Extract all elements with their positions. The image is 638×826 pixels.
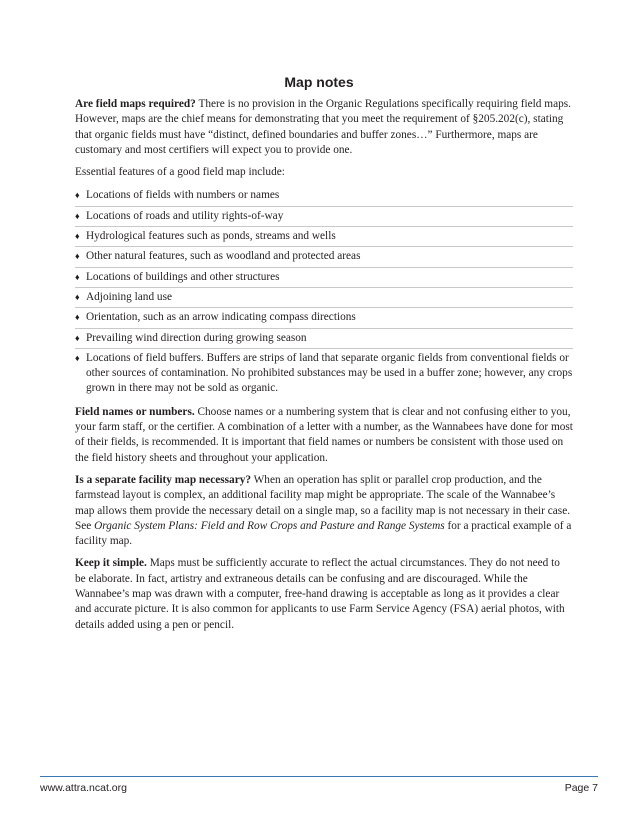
- list-item-text: Locations of fields with numbers or names: [86, 189, 280, 202]
- paragraph-lead: Are field maps required?: [75, 98, 196, 110]
- diamond-bullet-icon: ♦: [75, 271, 80, 282]
- footer-url-link[interactable]: www.attra.ncat.org: [40, 782, 127, 794]
- paragraph-field-names: [75, 405, 573, 466]
- list-item: [75, 329, 573, 349]
- diamond-bullet-icon: ♦: [75, 231, 80, 242]
- essential-features-intro: Essential features of a good field map include:: [75, 166, 285, 179]
- paragraph-text: for a practical example of a facility map.: [75, 519, 572, 548]
- paragraph-text: There is no provision in the Organic Regulations specifically requiring field maps. However, maps are the chief means for demonstrating that you meet the requirement of §205.202(c), stating that organic fields must have “distinct, defined boundaries and buffer zones…” Furthermore, maps are customary and most certifiers will expect you to provide one.: [75, 98, 571, 156]
- list-item: [75, 268, 573, 288]
- paragraph-text: Maps must be sufficiently accurate to reflect the actual circumstances. They do not need to be elaborate. In fact, artistry and extraneous details can be confusing and are discouraged. While the Wannabee’s map was drawn with a computer, free-hand drawing is acceptable as long as it provides a clear and accurate picture. It is also common for applicants to use Farm Service Agency (FSA) aerial photos, with details added using a pen or pencil.: [75, 557, 565, 631]
- list-item: [75, 247, 573, 267]
- diamond-bullet-icon: ♦: [75, 332, 80, 343]
- paragraph-keep-simple: [75, 556, 573, 632]
- list-item: [75, 349, 573, 399]
- list-item: [75, 288, 573, 308]
- list-item: [75, 207, 573, 227]
- document-body: [75, 97, 573, 640]
- diamond-bullet-icon: ♦: [75, 312, 80, 323]
- diamond-bullet-icon: ♦: [75, 352, 80, 363]
- diamond-bullet-icon: ♦: [75, 210, 80, 221]
- essential-features-list: [75, 186, 573, 398]
- paragraph-facility-map: [75, 473, 573, 549]
- paragraph-lead: Keep it simple.: [75, 557, 147, 570]
- paragraph-field-maps-required: [75, 97, 573, 158]
- paragraph-lead: Is a separate facility map necessary?: [75, 473, 252, 486]
- paragraph-lead: Field names or numbers.: [75, 405, 195, 418]
- list-item-text: Adjoining land use: [86, 290, 172, 303]
- list-item-text: Other natural features, such as woodland and protected areas: [86, 250, 361, 263]
- list-item: [75, 186, 573, 206]
- list-item-text: Prevailing wind direction during growing season: [86, 331, 307, 344]
- page-title: Map notes: [284, 74, 354, 90]
- page-number: Page 7: [564, 782, 598, 794]
- paragraph-text: When an operation has split or parallel crop production, and the farmstead layout is complex, an additional facility map might be appropriate. The scale of the Wannabee’s map allows them provide the necessary detail on a single map, so a facility map is not necessary in their case. See: [75, 473, 571, 532]
- list-item-text: Locations of buildings and other structures: [86, 270, 280, 283]
- diamond-bullet-icon: ♦: [75, 251, 80, 262]
- list-item: [75, 308, 573, 328]
- paragraph-text: Choose names or a numbering system that is clear and not confusing either to you, your farm staff, or the certifier. A combination of a letter with a number, as the Wannabees have done for most of their fields, is recommended. It is important that field names or numbers be consistent with those used on the field history sheets and throughout your application.: [75, 405, 573, 464]
- diamond-bullet-icon: ♦: [75, 190, 80, 201]
- diamond-bullet-icon: ♦: [75, 291, 80, 302]
- list-item: [75, 227, 573, 247]
- list-item-text: Locations of field buffers. Buffers are strips of land that separate organic fields from conventional fields or other sources of contamination. No prohibited substances may be used in a buffer zone; however, any crops grown in there may not be sold as organic.: [86, 351, 573, 395]
- publication-title: Organic System Plans: Field and Row Crops and Pasture and Range Systems: [94, 519, 445, 532]
- footer-divider: [40, 776, 598, 777]
- list-item-text: Hydrological features such as ponds, streams and wells: [86, 230, 336, 243]
- list-item-text: Locations of roads and utility rights-of-way: [86, 209, 284, 222]
- list-item-text: Orientation, such as an arrow indicating compass directions: [86, 311, 356, 324]
